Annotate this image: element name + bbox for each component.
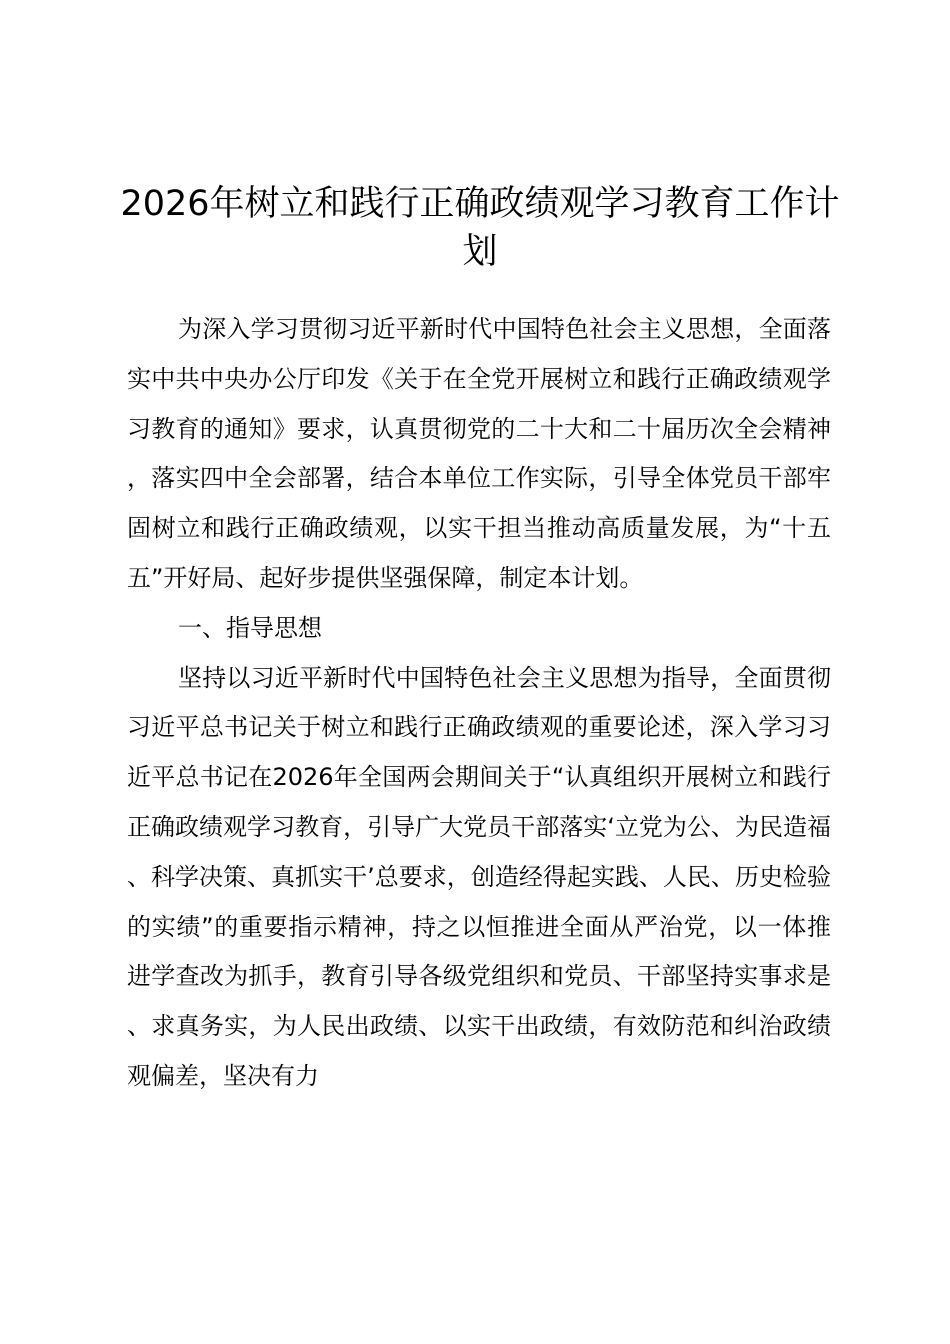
intro-paragraph: 为深入学习贯彻习近平新时代中国特色社会主义思想，全面落实中共中央办公厅印发《关于在全党开展树立和践行正确政绩观学习教育的通知》要求，认真贯彻党的二十大和二十届历次全会精神，落实四中全会部署，结合本单位工作实际，引导全体党员干部牢固树立和践行正确政绩观，以实干担当推动高质量发展，为“十五五”开好局、起好步提供坚强保障，制定本计划。 <box>127 315 831 592</box>
document-title: 2026年树立和践行正确政绩观学习教育工作计划 <box>120 184 840 272</box>
section-heading-guiding-ideology: 一、指导思想 <box>178 613 322 642</box>
guiding-ideology-paragraph: 坚持以习近平新时代中国特色社会主义思想为指导，全面贯彻习近平总书记关于树立和践行正确政绩观的重要论述，深入学习习近平总书记在2026年全国两会期间关于“认真组织开展树立和践行正确政绩观学习教育，引导广大党员干部落实‘立党为公、为民造福、科学决策、真抓实干’总要求，创造经得起实践、人民、历史检验的实绩”的重要指示精神，持之以恒推进全面从严治党，以一体推进学查改为抓手，教育引导各级党组织和党员、干部坚持实事求是、求真务实，为人民出政绩、以实干出政绩，有效防范和纠治政绩观偏差，坚决有力 <box>127 663 831 1090</box>
document-body <box>127 305 831 1102</box>
